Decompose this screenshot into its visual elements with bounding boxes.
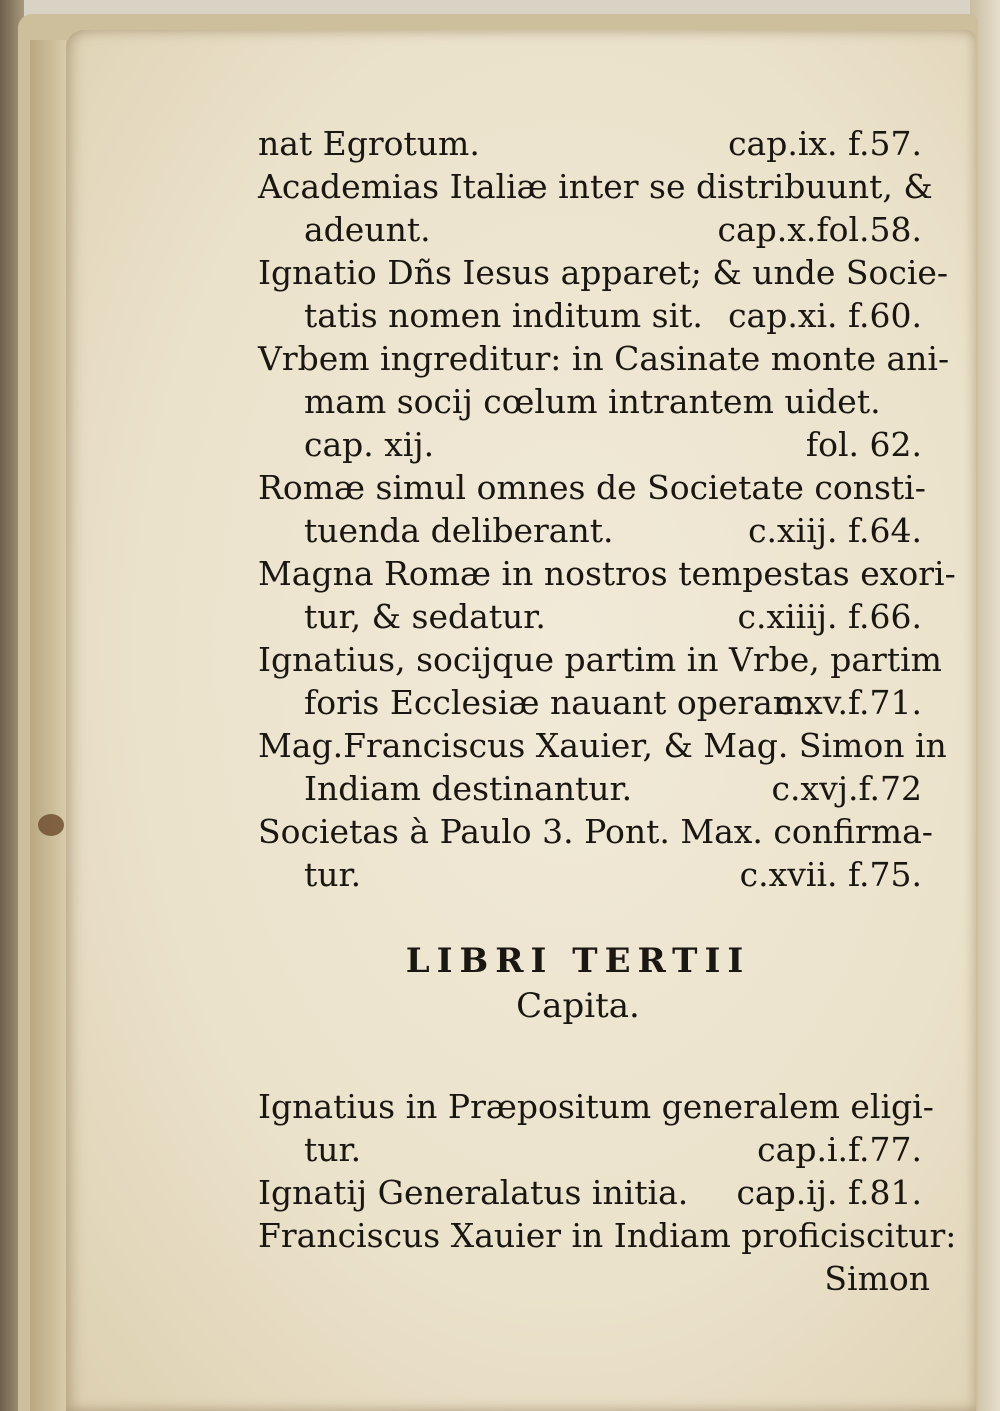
entry-text: tur, & sedatur. bbox=[304, 597, 546, 636]
index-entry bbox=[258, 337, 950, 466]
entry-line bbox=[258, 208, 938, 251]
entry-line bbox=[258, 1214, 957, 1257]
index-entry bbox=[258, 724, 947, 810]
entry-line bbox=[258, 165, 938, 208]
chapter-reference: fol. 62. bbox=[805, 425, 922, 464]
index-entry bbox=[258, 552, 956, 638]
catchword: Simon bbox=[824, 1259, 930, 1298]
index-entry bbox=[258, 165, 938, 251]
entry-text: tur. bbox=[304, 855, 362, 894]
chapter-reference: c.xv.f.71. bbox=[775, 683, 922, 722]
entry-text: Vrbem ingreditur: in Casinate monte ani- bbox=[258, 339, 950, 378]
chapter-list-book-three bbox=[258, 1085, 957, 1257]
entry-text: Ignatius in Præpositum generalem eligi- bbox=[258, 1087, 934, 1126]
entry-line bbox=[258, 294, 938, 337]
chapter-reference: c.xiiij. f.66. bbox=[737, 597, 922, 636]
entry-text: nat Egrotum. bbox=[258, 124, 480, 163]
index-entry bbox=[258, 466, 938, 552]
entry-text: cap. xij. bbox=[304, 425, 435, 464]
chapter-reference: c.xvj.f.72 bbox=[771, 769, 922, 808]
entry-text: foris Ecclesiæ nauant operam. bbox=[304, 683, 815, 722]
entry-text: adeunt. bbox=[304, 210, 431, 249]
chapter-reference: cap.ij. f.81. bbox=[736, 1173, 922, 1212]
index-entry bbox=[258, 1214, 957, 1257]
chapter-reference: cap.x.fol.58. bbox=[717, 210, 922, 249]
entry-line bbox=[258, 509, 938, 552]
index-entry bbox=[258, 122, 938, 165]
ink-stain bbox=[38, 814, 64, 836]
entry-line bbox=[258, 423, 938, 466]
entry-text: Mag.Franciscus Xauier, & Mag. Simon in bbox=[258, 726, 947, 765]
entry-text: Ignatij Generalatus initia. bbox=[258, 1173, 689, 1212]
chapter-reference: c.xvii. f.75. bbox=[739, 855, 922, 894]
entry-text: Indiam destinantur. bbox=[304, 769, 633, 808]
entry-line bbox=[258, 595, 938, 638]
entry-text: tuenda deliberant. bbox=[304, 511, 614, 550]
entry-text: tur. bbox=[304, 1130, 362, 1169]
chapter-reference: cap.i.f.77. bbox=[757, 1130, 922, 1169]
entry-text: Ignatius, socijque partim in Vrbe, partim bbox=[258, 640, 942, 679]
page-edges bbox=[30, 40, 66, 1411]
entry-text: Societas à Paulo 3. Pont. Max. confirma- bbox=[258, 812, 933, 851]
chapter-reference: cap.ix. f.57. bbox=[728, 124, 922, 163]
entry-line bbox=[258, 638, 942, 681]
entry-text: Academias Italiæ inter se distribuunt, & bbox=[258, 167, 933, 206]
chapter-list-book-two bbox=[258, 122, 956, 896]
entry-line bbox=[258, 1085, 938, 1128]
entry-line bbox=[258, 466, 938, 509]
entry-line bbox=[258, 1171, 938, 1214]
entry-line bbox=[258, 1128, 938, 1171]
index-entry bbox=[258, 1171, 938, 1214]
entry-line bbox=[258, 380, 938, 423]
entry-text: Franciscus Xauier in Indiam proficiscitur: bbox=[258, 1216, 957, 1255]
entry-text: mam socij cœlum intrantem uidet. bbox=[304, 382, 881, 421]
entry-text: Romæ simul omnes de Societate consti- bbox=[258, 468, 926, 507]
index-entry bbox=[258, 810, 938, 896]
entry-line bbox=[258, 681, 938, 724]
index-entry bbox=[258, 1085, 938, 1171]
entry-text: Magna Romæ in nostros tempestas exori- bbox=[258, 554, 956, 593]
entry-line bbox=[258, 724, 947, 767]
index-entry bbox=[258, 638, 942, 724]
entry-line bbox=[258, 552, 956, 595]
section-heading: LIBRI TERTII bbox=[405, 941, 751, 981]
chapter-reference: c.xiij. f.64. bbox=[748, 511, 922, 550]
entry-line bbox=[258, 337, 950, 380]
entry-line bbox=[258, 853, 938, 896]
entry-line bbox=[258, 810, 938, 853]
entry-line bbox=[258, 767, 938, 810]
entry-text: tatis nomen inditum sit. bbox=[304, 296, 703, 335]
entry-line bbox=[258, 122, 938, 165]
entry-line bbox=[258, 251, 949, 294]
index-text bbox=[258, 122, 957, 1300]
entry-text: Ignatio Dñs Iesus apparet; & unde Socie- bbox=[258, 253, 949, 292]
section-subheading: Capita. bbox=[516, 986, 640, 1026]
index-entry bbox=[258, 251, 949, 337]
chapter-reference: cap.xi. f.60. bbox=[728, 296, 922, 335]
